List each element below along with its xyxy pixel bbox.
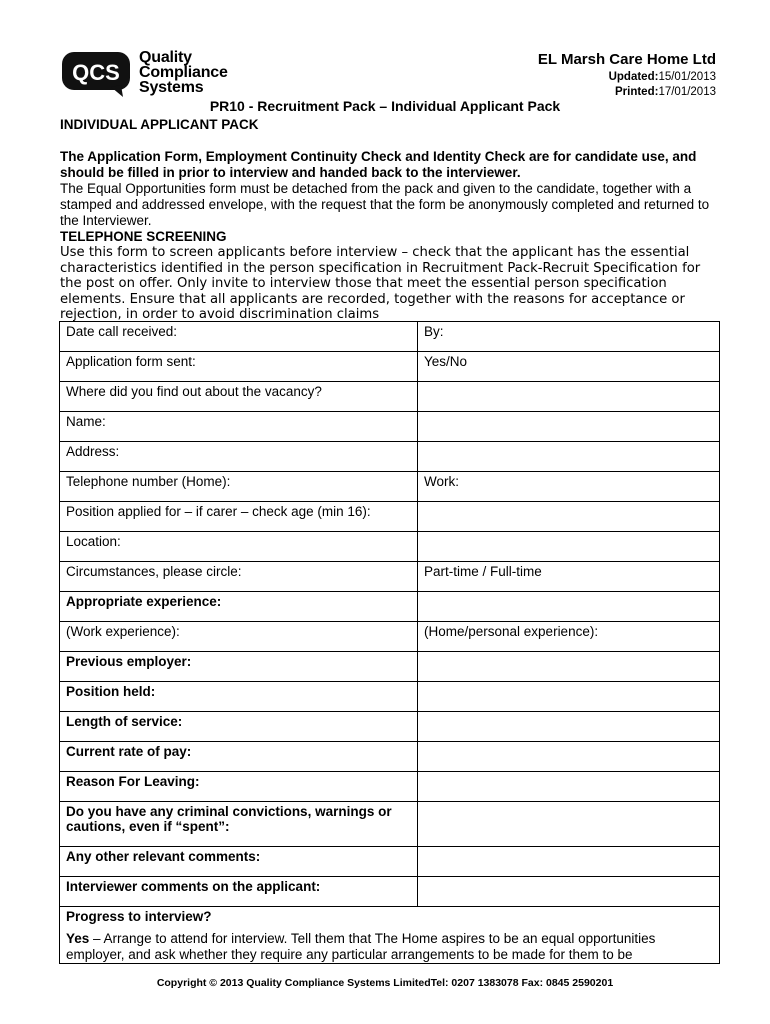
screening-heading: TELEPHONE SCREENING: [60, 229, 227, 244]
row-length-of-service-label: Length of service:: [60, 712, 418, 742]
updated-label: Updated:: [608, 71, 659, 83]
row-interviewer-comments-label: Interviewer comments on the applicant:: [60, 877, 418, 907]
row-previous-employer-label: Previous employer:: [60, 652, 418, 682]
table-row: [60, 412, 720, 442]
row-date-call-label: Date call received:: [60, 322, 418, 352]
row-work-experience-label: (Work experience):: [60, 622, 418, 652]
updated-date: 15/01/2013: [658, 71, 716, 83]
row-vacancy-source-label: Where did you find out about the vacancy?: [60, 382, 418, 412]
screening-text: Use this form to screen applicants before interview – check that the applicant has the essential characteristics identified in the person specification in Recruitment Pack-Recruit Specification for the post on offer. Only invite to interview those that meet the essential person specification elements. Ensure that all applicants are recorded, together with the reasons for acceptance or rejection, in order to avoid discrimination claims: [60, 245, 701, 322]
logo-line-quality: Quality: [139, 49, 192, 66]
row-position-held-value[interactable]: [418, 682, 720, 712]
progress-title: Progress to interview?: [66, 909, 212, 924]
intro-bold-text: The Application Form, Employment Continuity Check and Identity Check are for candidate use, and should be filled in prior to interview and handed back to the interviewer.: [60, 149, 697, 180]
table-row: [60, 802, 720, 847]
screening-form-table: [59, 321, 720, 964]
printed-label: Printed:: [614, 86, 659, 98]
row-home-experience-label[interactable]: (Home/personal experience):: [418, 622, 720, 652]
row-length-of-service-value[interactable]: [418, 712, 720, 742]
row-position-applied-value[interactable]: [418, 502, 720, 532]
table-row: [60, 907, 720, 964]
table-row: [60, 622, 720, 652]
intro-text: The Equal Opportunities form must be detached from the pack and given to the candidate, together with a stamped and addressed envelope, with the request that the form be anonymously completed and returned to the Interviewer.: [60, 181, 710, 228]
row-address-label: Address:: [60, 442, 418, 472]
table-row: [60, 502, 720, 532]
row-current-rate-value[interactable]: [418, 742, 720, 772]
row-position-held-label: Position held:: [60, 682, 418, 712]
subtitle: INDIVIDUAL APPLICANT PACK: [60, 117, 259, 132]
progress-yes-text: – Arrange to attend for interview. Tell them that The Home aspires to be an equal opportunities employer, and ask whether they require any particular arrangements to be made for them to be: [66, 931, 656, 962]
row-other-comments-label: Any other relevant comments:: [60, 847, 418, 877]
table-row: [60, 562, 720, 592]
logo-line-systems: Systems: [139, 79, 204, 96]
row-criminal-convictions-label: Do you have any criminal convictions, warnings or cautions, even if “spent”:: [60, 802, 418, 847]
row-location-label: Location:: [60, 532, 418, 562]
document-header: [538, 51, 716, 100]
row-circumstances-label: Circumstances, please circle:: [60, 562, 418, 592]
progress-body: [66, 931, 713, 963]
qcs-logo: [61, 50, 228, 95]
row-telephone-label: Telephone number (Home):: [60, 472, 418, 502]
row-reason-for-leaving-label: Reason For Leaving:: [60, 772, 418, 802]
row-circumstances-value[interactable]: Part-time / Full-time: [418, 562, 720, 592]
row-location-value[interactable]: [418, 532, 720, 562]
table-row: [60, 472, 720, 502]
table-row: [60, 877, 720, 907]
table-row: [60, 322, 720, 352]
table-row: [60, 382, 720, 412]
progress-to-interview-cell: [60, 907, 720, 964]
row-appropriate-experience-label: Appropriate experience:: [60, 592, 418, 622]
row-interviewer-comments-value[interactable]: [418, 877, 720, 907]
table-row: [60, 352, 720, 382]
logo-abbr: QCS: [72, 59, 120, 85]
table-row: [60, 652, 720, 682]
table-row: [60, 442, 720, 472]
printed-date: 17/01/2013: [658, 86, 716, 98]
document-title: PR10 - Recruitment Pack – Individual Applicant Pack: [209, 98, 561, 114]
row-other-comments-value[interactable]: [418, 847, 720, 877]
row-position-applied-label: Position applied for – if carer – check age (min 16):: [60, 502, 418, 532]
row-application-form-value[interactable]: Yes/No: [418, 352, 720, 382]
company-name: EL Marsh Care Home Ltd: [537, 51, 716, 68]
row-appropriate-experience-value[interactable]: [418, 592, 720, 622]
progress-yes-label: Yes: [66, 931, 90, 946]
table-row: [60, 772, 720, 802]
row-vacancy-source-value[interactable]: [418, 382, 720, 412]
table-row: [60, 532, 720, 562]
row-application-form-label: Application form sent:: [60, 352, 418, 382]
table-row: [60, 847, 720, 877]
row-reason-for-leaving-value[interactable]: [418, 772, 720, 802]
row-telephone-work[interactable]: Work:: [418, 472, 720, 502]
row-current-rate-label: Current rate of pay:: [60, 742, 418, 772]
row-criminal-convictions-value[interactable]: [418, 802, 720, 847]
row-name-label: Name:: [60, 412, 418, 442]
footer-copyright: Copyright © 2013 Quality Compliance Systems LimitedTel: 0207 1383078 Fax: 0845 2590201: [156, 977, 614, 989]
table-row: [60, 742, 720, 772]
table-row: [60, 592, 720, 622]
qcs-logo-icon: [61, 51, 131, 95]
row-name-value[interactable]: [418, 412, 720, 442]
row-date-call-by[interactable]: By:: [418, 322, 720, 352]
table-row: [60, 712, 720, 742]
table-row: [60, 682, 720, 712]
row-address-value[interactable]: [418, 442, 720, 472]
logo-line-compliance: Compliance: [139, 64, 228, 81]
row-previous-employer-value[interactable]: [418, 652, 720, 682]
